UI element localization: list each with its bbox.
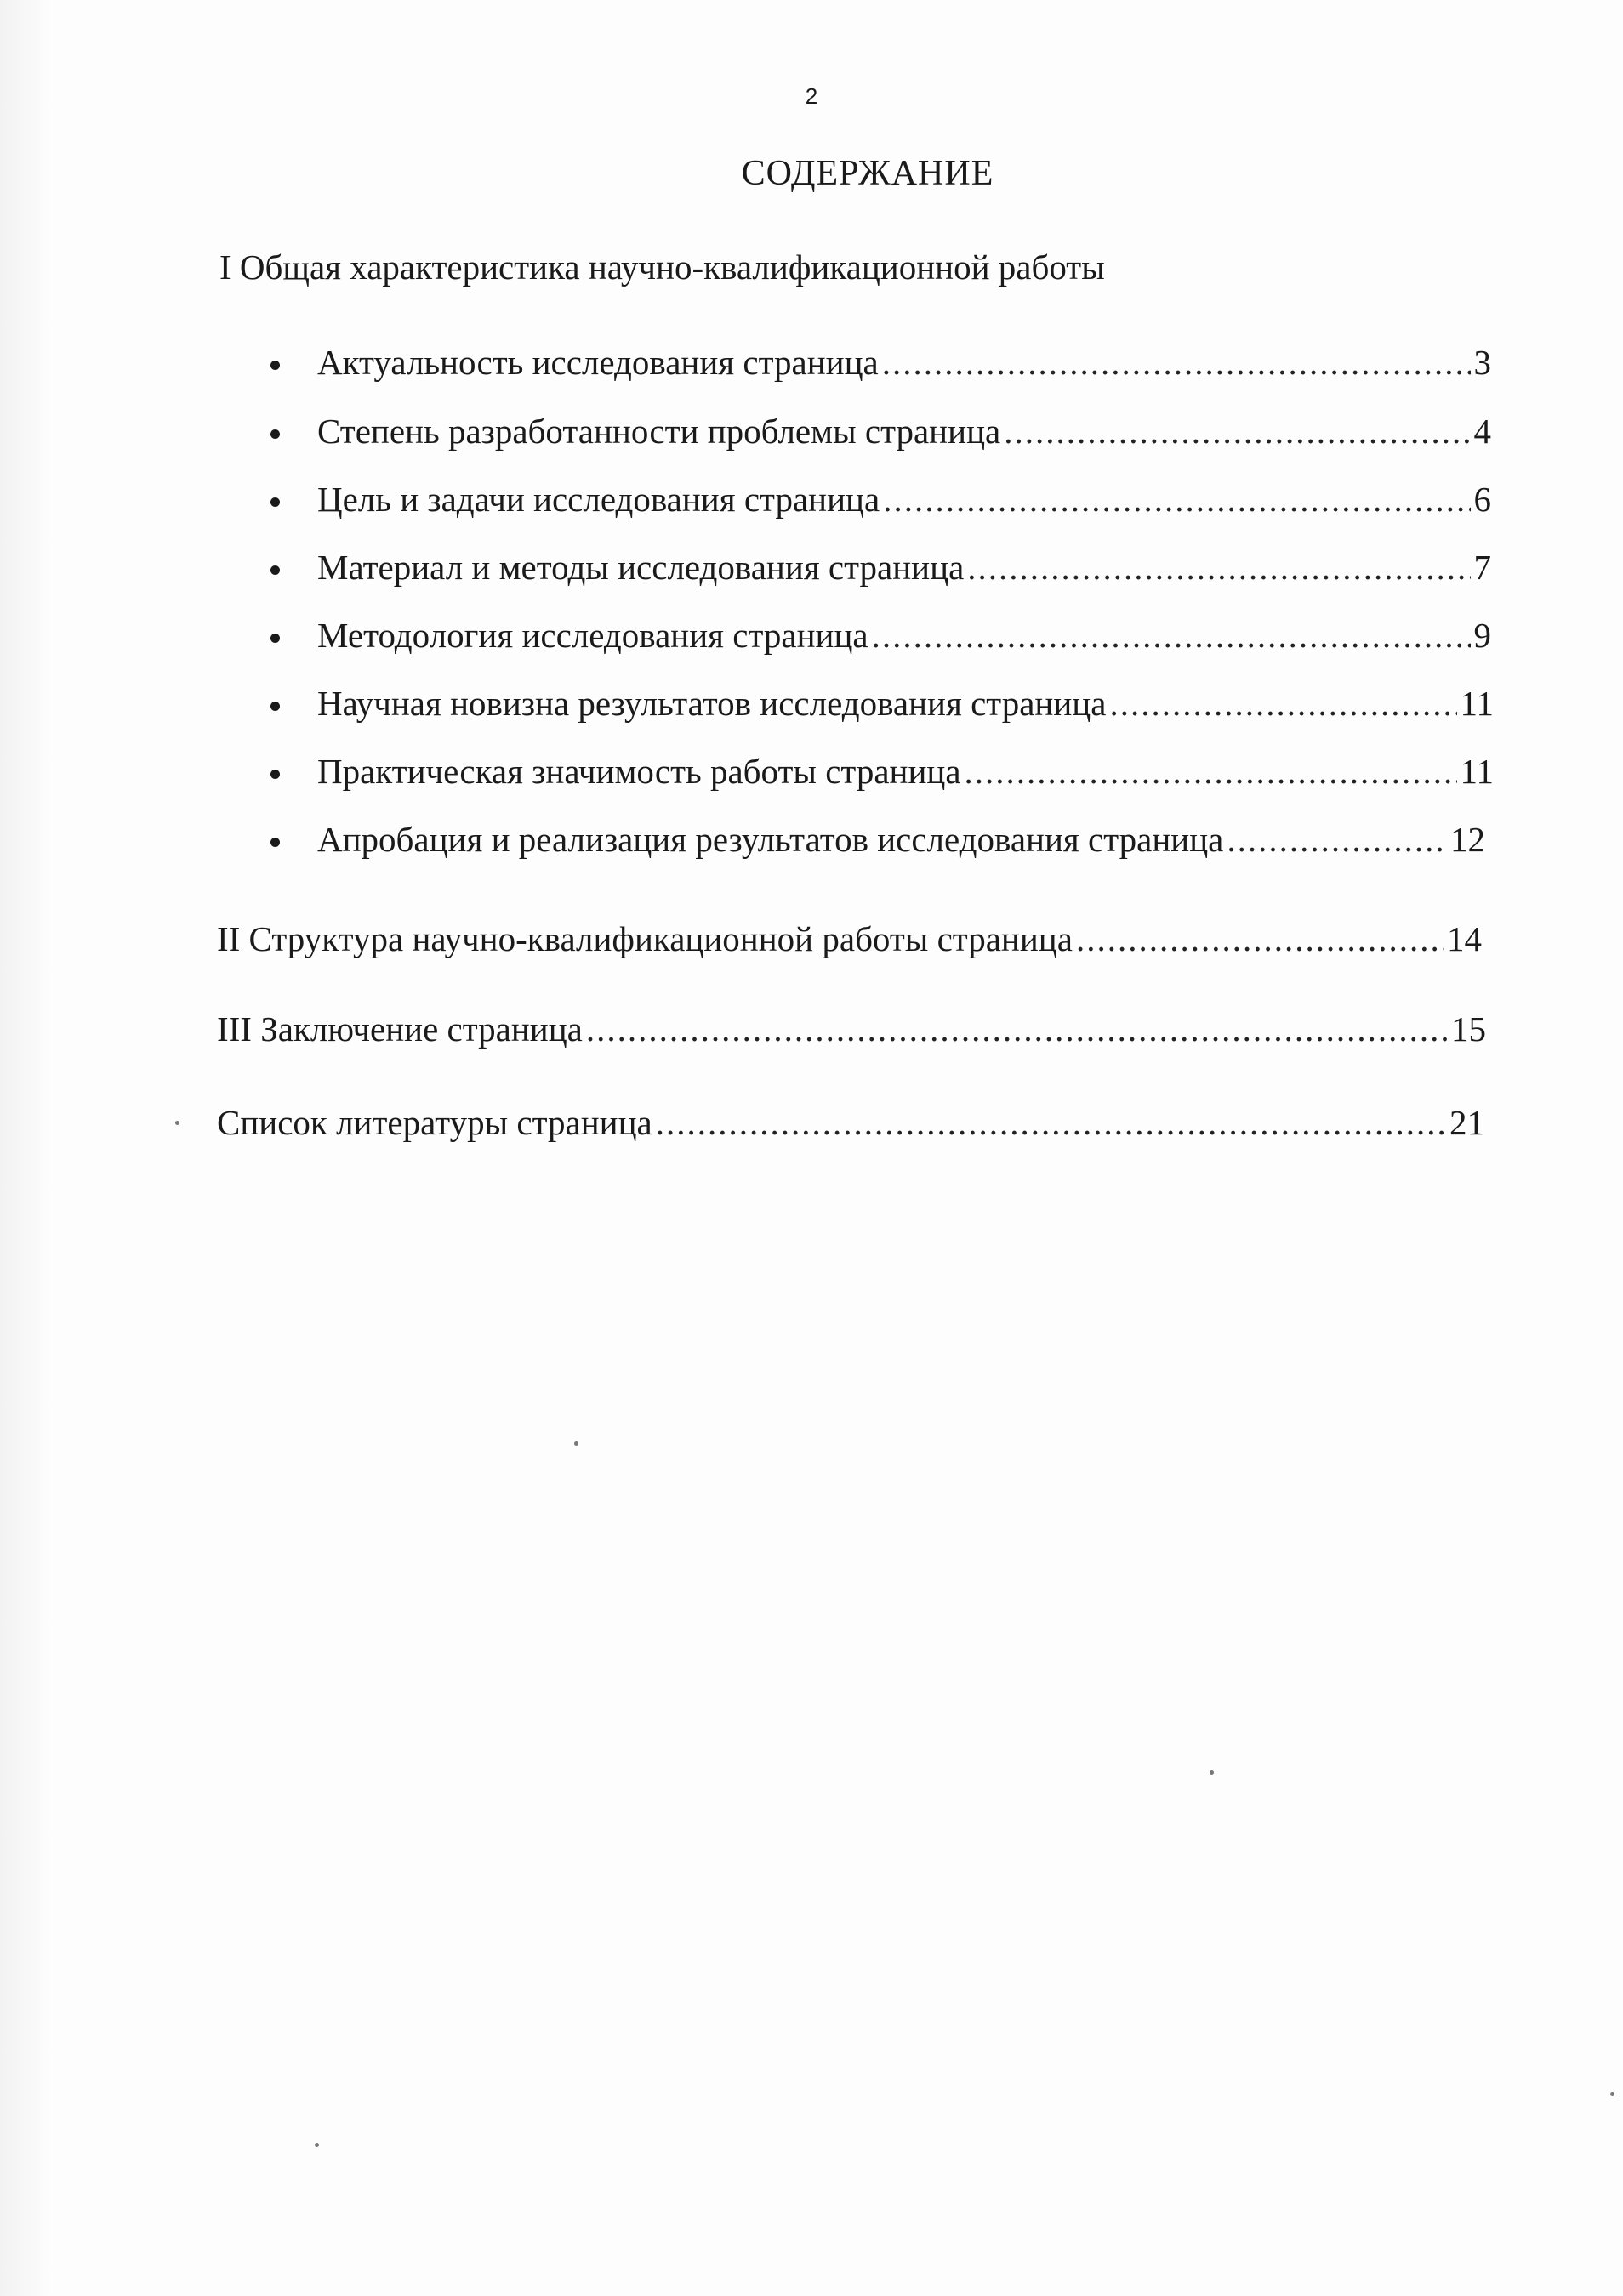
bullet-icon (270, 838, 280, 847)
toc-main-entry (217, 1102, 1484, 1143)
dot-leader (882, 342, 1471, 383)
scan-speck (315, 2143, 319, 2147)
dot-leader (965, 751, 1457, 792)
toc-item-page: 12 (1450, 820, 1485, 859)
dot-leader (1076, 918, 1444, 959)
dot-leader (1227, 819, 1447, 860)
dot-leader (883, 479, 1470, 520)
toc-item-label: Апробация и реализация результатов исследования страница (317, 820, 1224, 859)
toc-item-page: 11 (1460, 752, 1494, 791)
toc-main-page: 14 (1447, 919, 1482, 958)
toc-item (317, 479, 1491, 520)
bullet-icon (270, 702, 280, 711)
toc-item-page: 4 (1473, 412, 1491, 451)
dot-leader (656, 1102, 1446, 1143)
dot-leader (586, 1009, 1448, 1049)
scan-speck (574, 1441, 578, 1446)
dot-leader (1109, 683, 1456, 724)
bullet-icon (270, 770, 280, 779)
section-heading-1: I Общая характеристика научно-квалификационной работы (219, 247, 1105, 287)
toc-main-label: Список литературы страница (217, 1103, 652, 1142)
dot-leader (1004, 411, 1470, 452)
toc-item-page: 9 (1473, 616, 1491, 655)
toc-item (317, 751, 1494, 792)
scan-speck (175, 1121, 179, 1125)
toc-item-label: Научная новизна результатов исследования страница (317, 684, 1107, 723)
toc-item (317, 547, 1491, 588)
toc-item-page: 6 (1473, 480, 1491, 519)
toc-item-label: Практическая значимость работы страница (317, 752, 961, 791)
page-number: 2 (805, 83, 818, 109)
dot-leader (872, 615, 1471, 656)
toc-item-label: Цель и задачи исследования страница (317, 480, 880, 519)
toc-item-label: Актуальность исследования страница (317, 343, 879, 382)
toc-item-label: Степень разработанности проблемы страница (317, 412, 1001, 451)
scan-edge-shadow (0, 0, 51, 2296)
toc-item-page: 11 (1460, 684, 1494, 723)
toc-item-label: Методология исследования страница (317, 616, 868, 655)
bullet-icon (270, 634, 280, 643)
toc-item (317, 411, 1491, 452)
scan-speck (1610, 2092, 1614, 2096)
toc-main-label: III Заключение страница (217, 1009, 583, 1049)
toc-item-label: Материал и методы исследования страница (317, 548, 965, 587)
scan-speck (1210, 1770, 1214, 1775)
toc-title: СОДЕРЖАНИЕ (741, 154, 994, 193)
toc-item (317, 683, 1494, 724)
toc-item (317, 342, 1491, 383)
toc-item (317, 615, 1491, 656)
toc-main-entry (217, 918, 1482, 959)
toc-item-page: 7 (1473, 548, 1491, 587)
bullet-icon (270, 361, 280, 370)
bullet-icon (270, 565, 280, 575)
bullet-icon (270, 429, 280, 439)
toc-main-page: 15 (1451, 1009, 1486, 1049)
toc-main-label: II Структура научно-квалификационной работы страница (217, 919, 1073, 958)
toc-item-page: 3 (1473, 343, 1491, 382)
toc-item (317, 819, 1485, 860)
toc-main-page: 21 (1449, 1103, 1484, 1142)
toc-main-entry (217, 1009, 1486, 1049)
bullet-icon (270, 497, 280, 507)
dot-leader (967, 547, 1470, 588)
